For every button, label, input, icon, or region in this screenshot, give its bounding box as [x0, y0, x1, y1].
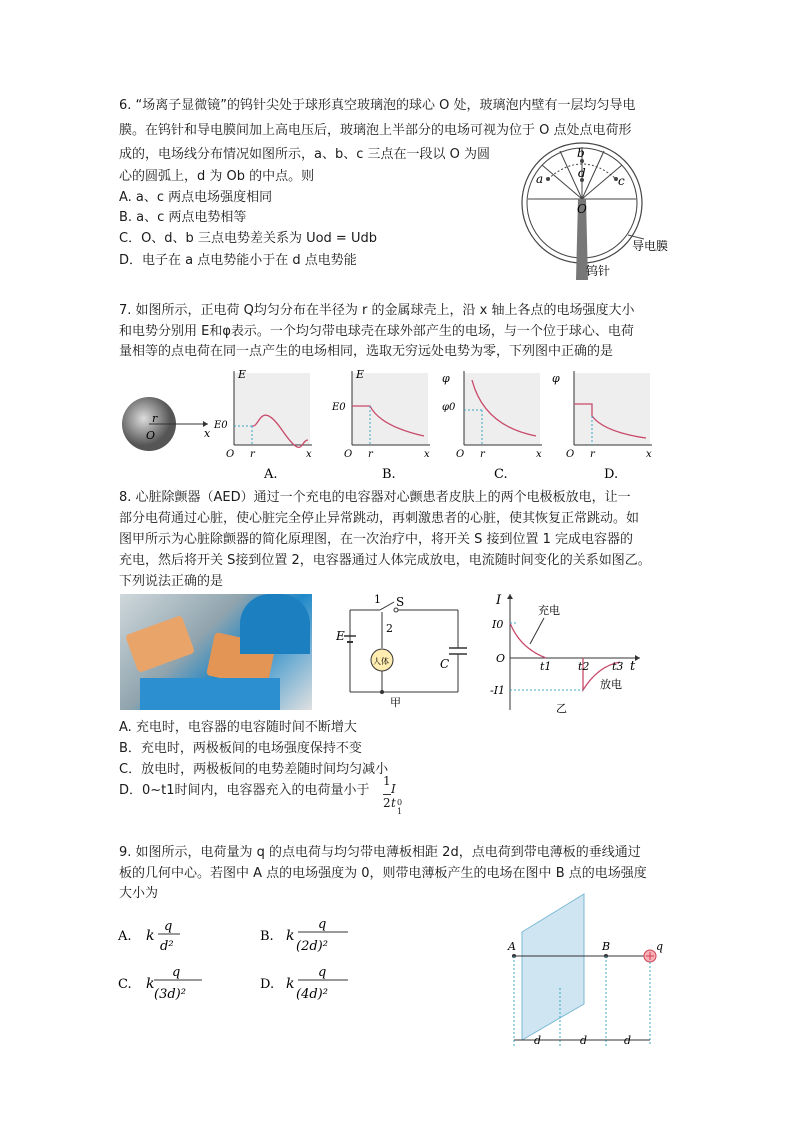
q7-graph-b-ylabel: E — [356, 368, 365, 381]
frac-denominator: 2 — [383, 796, 391, 810]
q6-option-d: D．电子在 a 点电势能小于在 d 点电势能 — [119, 253, 357, 268]
q7-graph-d-x: x — [646, 449, 652, 460]
q8-line-1: 8. 心脏除颤器（AED）通过一个充电的电容器对心颤患者皮肤上的两个电极板放电，让一 — [119, 490, 631, 505]
q7-graph-b-x: x — [424, 449, 430, 460]
q8-option-c: C．放电时，两极板间的电势差随时间均匀减小 — [119, 762, 389, 777]
q9-point-b: B — [602, 940, 611, 953]
q8-line-4: 充电，然后将开关 S接到位置 2，电容器通过人体完成放电，电流随时间变化的关系如图乙。 — [119, 553, 651, 568]
q6-option-c: C．O、d、b 三点电势差关系为 Uod = Udb — [119, 231, 377, 246]
q8-option-d: D．0~t1时间内，电容器充入的电荷量小于 — [119, 783, 370, 798]
frac-subscripts: 0 1 — [397, 798, 403, 816]
q9-line-2: 板的几何中心。若图中 A 点的电场强度为 0，则带电薄板产生的电场在图中 B 点的电场强度 — [119, 866, 647, 881]
q7-graph-d-label: D. — [604, 467, 619, 482]
q7-graph-a-y0: E0 — [214, 420, 228, 431]
q9-point-charge-q: q — [656, 940, 664, 953]
q6-line-1: 6. “场离子显微镜”的钨针尖处于球形真空玻璃泡的球心 O 处，玻璃泡内壁有一层均匀导电 — [119, 98, 636, 113]
q7-graph-a-r: r — [250, 449, 255, 460]
switch-pos-1: 1 — [374, 593, 381, 606]
q6-glass-bulb-figure — [520, 135, 690, 285]
q7-graph-c-ylabel: φ — [442, 372, 450, 385]
q9-option-d-label: D. — [260, 977, 275, 992]
graph-discharge-label: 放电 — [600, 678, 622, 691]
graph-t2-label: t2 — [578, 660, 590, 673]
q9-option-b-den: (2d)² — [296, 939, 328, 954]
q7-graph-c — [442, 371, 542, 482]
q9-option-c-label: C. — [118, 977, 132, 992]
q6-label-a: a — [536, 172, 544, 186]
q7-graph-b-label: B. — [382, 467, 396, 482]
q9-distance-d-2: d — [580, 1034, 588, 1047]
q7-graph-a-o: O — [226, 449, 235, 460]
q9-option-c-den: (3d)² — [154, 987, 186, 1002]
figure-jia-label: 甲 — [390, 696, 401, 709]
graph-i0-label: I0 — [492, 618, 504, 631]
q6-label-needle: 钨针 — [586, 264, 611, 278]
q7-graph-b-y0: E0 — [332, 402, 346, 413]
q9-option-b-label: B. — [260, 929, 274, 944]
q7-line-1: 7. 如图所示，正电荷 Q均匀分布在半径为 r 的金属球壳上，沿 x 轴上各点的电场强度大小 — [119, 303, 635, 318]
q9-distance-d-3: d — [624, 1034, 632, 1047]
q7-graph-b — [331, 368, 430, 482]
graph-t3-label: t3 — [612, 660, 624, 673]
q9-options-formulas — [116, 910, 376, 1010]
q6-option-a: A. a、c 两点电场强度相同 — [119, 190, 273, 205]
q9-option-d-k: k — [286, 976, 295, 992]
q7-graph-d-r: r — [590, 449, 595, 460]
q9-option-d-num: q — [318, 965, 327, 980]
q7-graph-c-label: C. — [494, 467, 508, 482]
q8-circuit-diagram — [336, 590, 476, 710]
graph-charge-label: 充电 — [538, 604, 560, 617]
q7-graph-a-label: A. — [264, 467, 278, 482]
q7-charged-sphere-figure — [118, 395, 218, 465]
q7-graph-d-o: O — [566, 449, 575, 460]
q7-graph-a — [213, 368, 312, 482]
q9-line-3: 大小为 — [119, 886, 159, 901]
q9-option-b-num: q — [318, 917, 327, 932]
q8-current-time-graph — [488, 588, 648, 716]
q6-line-2: 膜。在钨针和导电膜间加上高电压后，玻璃泡上半部分的电场可视为位于 O 点处点电荷形 — [119, 123, 632, 138]
q7-graph-d — [552, 371, 652, 482]
capacitor-c-label: C — [440, 657, 450, 671]
q7-graph-a-ylabel: E — [238, 368, 247, 381]
q7-graph-b-o: O — [344, 449, 353, 460]
graph-neg-i1-label: -I1 — [490, 684, 506, 697]
q9-plate-figure — [498, 888, 678, 1053]
graph-t-axis: t — [630, 659, 636, 674]
q9-point-a: A — [508, 940, 516, 953]
graph-t1-label: t1 — [540, 660, 552, 673]
q9-option-a-num: q — [164, 919, 173, 934]
q6-label-d: d — [578, 166, 586, 180]
q8-option-a: A. 充电时，电容器的电容随时间不断增大 — [119, 720, 357, 735]
q7-line-2: 和电势分别用 E和φ表示。一个均匀带电球壳在球外部产生的电场，与一个位于球心、电荷 — [119, 324, 634, 339]
q9-option-b-k: k — [286, 928, 295, 944]
graph-i-axis: I — [496, 593, 502, 608]
q7-graph-d-ylabel: φ — [552, 372, 560, 385]
q7-line-3: 量相等的点电荷在同一点产生的电场相同，选取无穷远处电势为零，下列图中正确的是 — [119, 344, 614, 359]
q6-line-4: 心的圆弧上，d 为 Ob 的中点。则 — [119, 169, 315, 184]
battery-e-label: E — [336, 629, 345, 643]
q6-label-o: O — [577, 202, 587, 216]
q6-label-film: 导电膜 — [632, 239, 669, 253]
q7-graph-c-x: x — [536, 449, 542, 460]
q9-option-c-num: q — [172, 965, 181, 980]
q7-graph-c-y0: φ0 — [442, 402, 456, 413]
q9-option-a-den: d² — [160, 939, 174, 954]
graph-origin-label: O — [496, 652, 506, 665]
figure-yi-label: 乙 — [556, 702, 567, 715]
aed-treatment-photo — [120, 594, 312, 710]
q7-sphere-r: r — [152, 412, 158, 425]
q9-distance-d-1: d — [534, 1034, 542, 1047]
q7-graph-c-r: r — [480, 449, 485, 460]
q7-graph-c-o: O — [456, 449, 465, 460]
q8-line-3: 图甲所示为心脏除颤器的简化原理图，在一次治疗中，将开关 S 接到位置 1 完成电容器的 — [119, 532, 634, 547]
q8-line-5: 下列说法正确的是 — [119, 574, 224, 589]
q9-option-a-k: k — [146, 928, 155, 944]
q7-graph-a-x: x — [306, 449, 312, 460]
q6-label-b: b — [577, 146, 585, 160]
frac-numerator: 1 — [383, 774, 391, 788]
switch-s-label: S — [396, 595, 405, 609]
q8-option-b: B．充电时，两极板间的电场强度保持不变 — [119, 741, 362, 756]
q8-line-2: 部分电荷通过心脏，使心脏完全停止异常跳动，再刺激患者的心脏，使其恢复正常跳动。如 — [119, 511, 640, 526]
human-body-label: 人体 — [373, 657, 389, 666]
q7-sphere-x: x — [204, 427, 211, 440]
q9-line-1: 9. 如图所示，电荷量为 q 的点电荷与均匀带电薄板相距 2d，点电荷到带电薄板的垂线通过 — [119, 845, 641, 860]
q6-option-b: B. a、c 两点电势相等 — [119, 210, 247, 225]
q6-line-3: 成的，电场线分布情况如图所示，a、b、c 三点在一段以 O 为圆 — [119, 147, 490, 162]
frac-it: I t — [391, 782, 396, 810]
q7-graph-options — [212, 368, 662, 483]
q9-option-d-den: (4d)² — [296, 987, 328, 1002]
q9-option-c-k: k — [146, 976, 155, 992]
q6-label-c: c — [618, 174, 625, 188]
q7-sphere-o: O — [146, 429, 156, 442]
switch-pos-2: 2 — [386, 622, 393, 635]
q9-option-a-label: A. — [118, 929, 132, 944]
q7-graph-b-r: r — [368, 449, 373, 460]
